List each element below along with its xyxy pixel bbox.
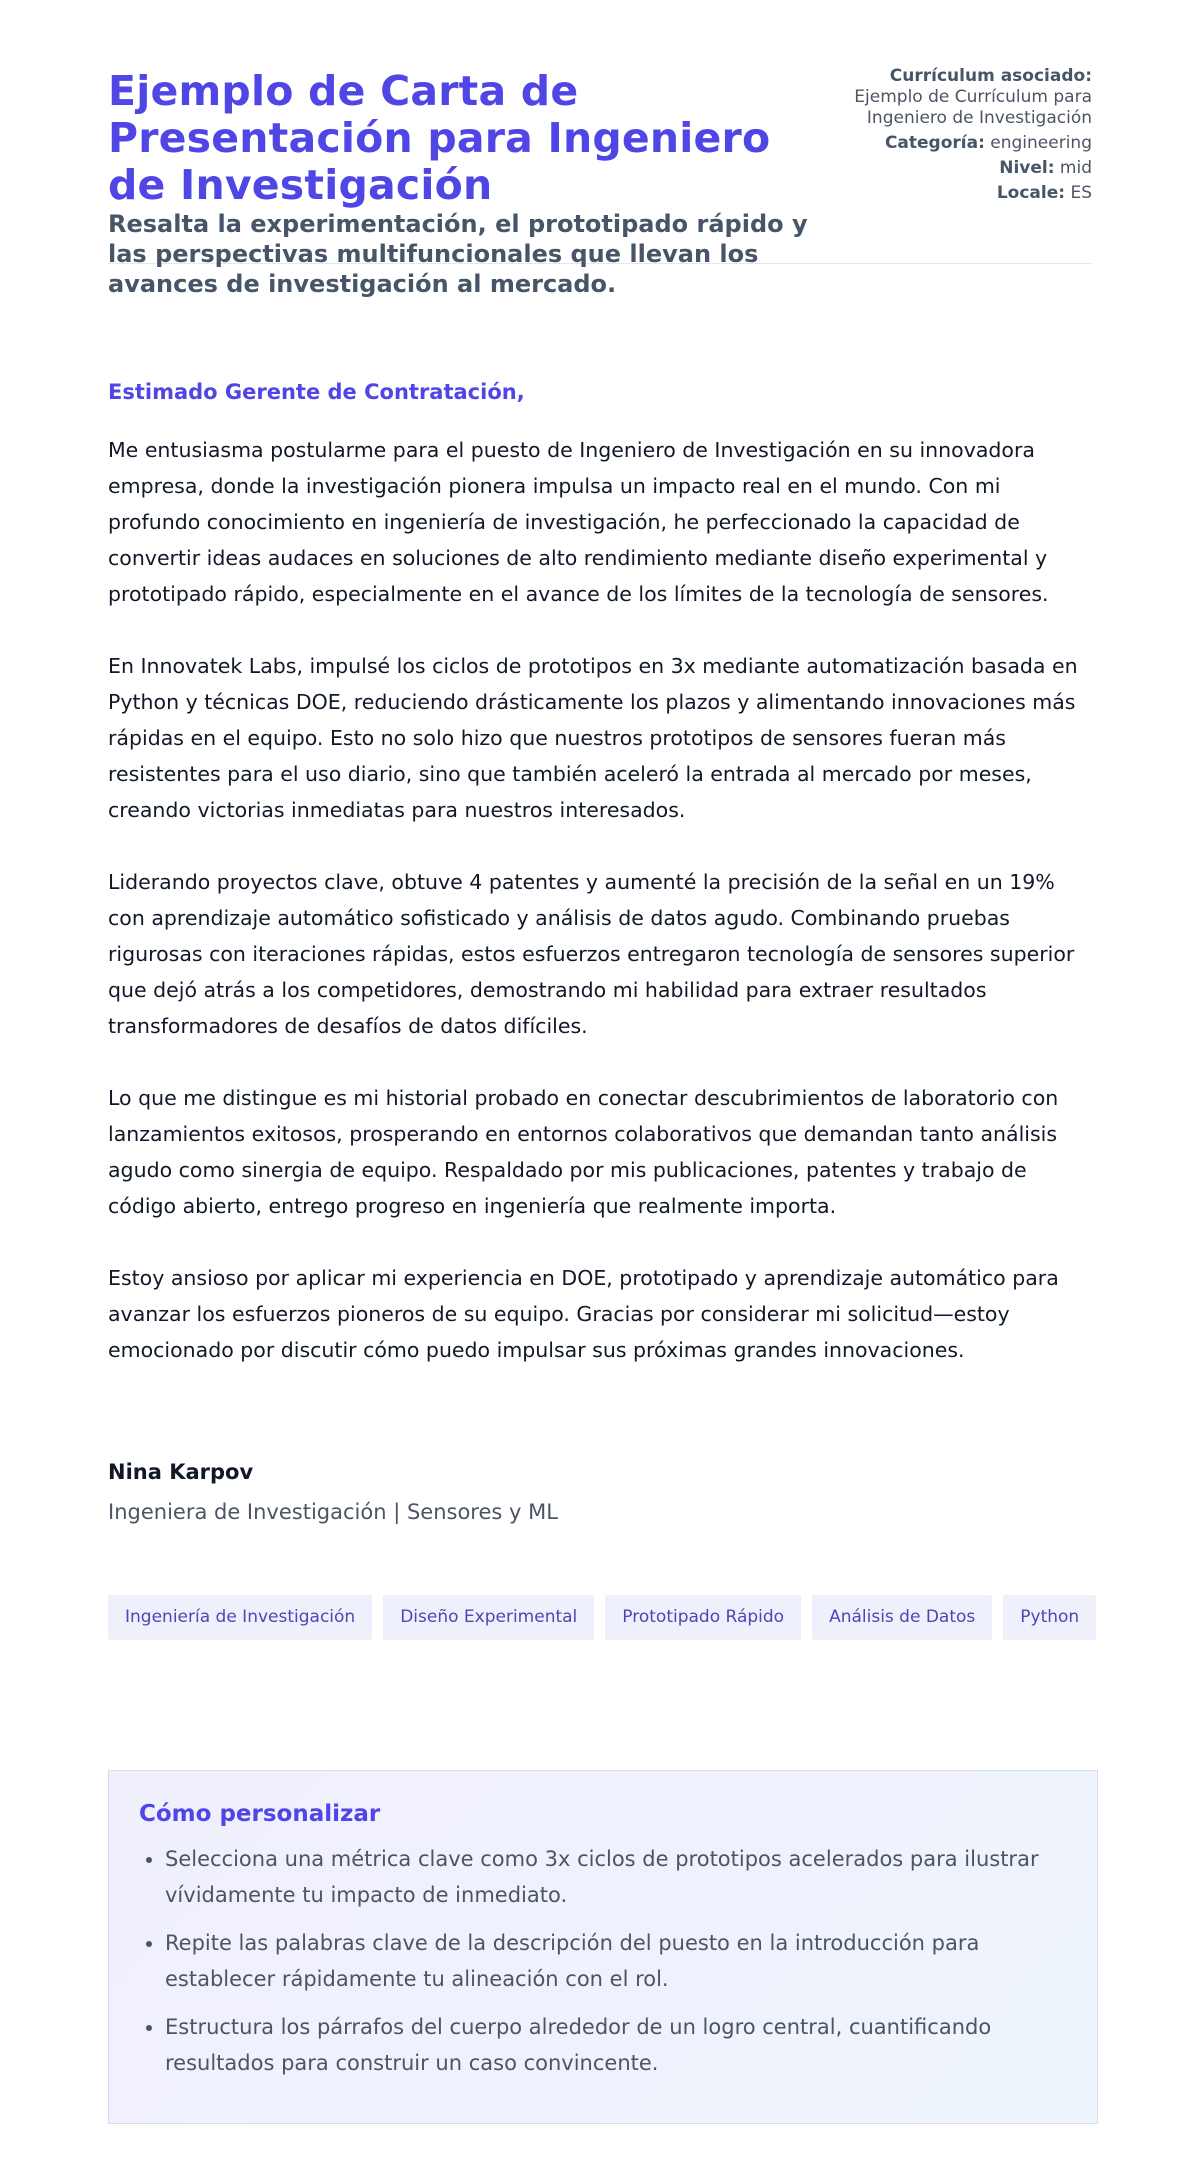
- meta-resume-value: Ejemplo de Currículum para Ingeniero de Investigación: [854, 87, 1092, 128]
- meta-resume-label: Currículum asociado:: [889, 66, 1092, 86]
- meta-level-label: Nivel:: [999, 158, 1055, 178]
- skill-tag: Python: [1003, 1595, 1096, 1640]
- meta-level: [792, 158, 1092, 179]
- skill-tags: [108, 1595, 1108, 1640]
- signature-name: Nina Karpov: [108, 1460, 254, 1484]
- tips-list: [139, 1841, 1067, 2081]
- page-header: [108, 0, 1092, 298]
- tips-title: Cómo personalizar: [139, 1801, 381, 1827]
- skill-tag: Ingeniería de Investigación: [108, 1595, 372, 1640]
- letter-paragraph: Lo que me distingue es mi historial probado en conectar descubrimientos de laboratorio con lanzamientos exitosos, prosperando en entornos colaborativos que demandan tanto análisis agudo como sinergia de equipo. Respaldado por mis publicaciones, patentes y trabajo de código abierto, entrego progreso en ingeniería que realmente importa.: [108, 1086, 1059, 1218]
- letter-body: [108, 432, 1098, 1404]
- skill-tag: Prototipado Rápido: [605, 1595, 801, 1640]
- meta-locale-value: ES: [1070, 183, 1092, 203]
- meta-locale: [792, 183, 1092, 204]
- meta-category-value: engineering: [990, 133, 1092, 153]
- customization-tips: [108, 1770, 1098, 2124]
- letter-paragraph: Liderando proyectos clave, obtuve 4 patentes y aumenté la precisión de la señal en un 19% con aprendizaje automático sofisticado y análisis de datos agudo. Combinando pruebas rigurosas con iteraciones rápidas, estos esfuerzos entregaron tecnología de sensores superior que dejó atrás a los competidores, demostrando mi habilidad para extraer resultados transformadores de desafíos de datos difíciles.: [108, 870, 1075, 1038]
- letter-paragraph: Me entusiasma postularme para el puesto de Ingeniero de Investigación en su innovadora empresa, donde la investigación pionera impulsa un impacto real en el mundo. Con mi profundo conocimiento en ingeniería de investigación, he perfeccionado la capacidad de convertir ideas audaces en soluciones de alto rendimiento mediante diseño experimental y prototipado rápido, especialmente en el avance de los límites de la tecnología de sensores.: [108, 438, 1049, 606]
- meta-level-value: mid: [1059, 158, 1092, 178]
- meta-category: [792, 133, 1092, 154]
- letter-greeting: Estimado Gerente de Contratación,: [108, 380, 525, 404]
- skill-tag: Diseño Experimental: [383, 1595, 594, 1640]
- tip-item: • Selecciona una métrica clave como 3x ciclos de prototipos acelerados para ilustrar vívidamente tu impacto de inmediato.: [165, 1841, 1067, 1913]
- tip-item: • Estructura los párrafos del cuerpo alrededor de un logro central, cuantificando resultados para construir un caso convincente.: [165, 2009, 1067, 2081]
- metadata-panel: [792, 66, 1092, 208]
- skill-tag: Análisis de Datos: [812, 1595, 992, 1640]
- meta-category-label: Categoría:: [884, 133, 985, 153]
- meta-resume: [792, 66, 1092, 129]
- tip-item: • Repite las palabras clave de la descripción del puesto en la introducción para establecer rápidamente tu alineación con el rol.: [165, 1925, 1067, 1997]
- letter-paragraph: En Innovatek Labs, impulsé los ciclos de prototipos en 3x mediante automatización basada en Python y técnicas DOE, reduciendo drásticamente los plazos y alimentando innovaciones más rápidas en el equipo. Esto no solo hizo que nuestros prototipos de sensores fueran más resistentes para el uso diario, sino que también aceleró la entrada al mercado por meses, creando victorias inmediatas para nuestros interesados.: [108, 654, 1078, 822]
- meta-locale-label: Locale:: [996, 183, 1066, 203]
- signature-role: Ingeniera de Investigación | Sensores y ML: [108, 1500, 558, 1524]
- page-title: Ejemplo de Carta de Presentación para Ingeniero de Investigación: [108, 67, 771, 209]
- letter-paragraph: Estoy ansioso por aplicar mi experiencia en DOE, prototipado y aprendizaje automático para avanzar los esfuerzos pioneros de su equipo. Gracias por considerar mi solicitud—estoy emocionado por discutir cómo puedo impulsar sus próximas grandes innovaciones.: [108, 1266, 1059, 1362]
- page-subtitle: Resalta la experimentación, el prototipado rápido y las perspectivas multifuncionales que llevan los avances de investigación al mercado.: [108, 210, 808, 298]
